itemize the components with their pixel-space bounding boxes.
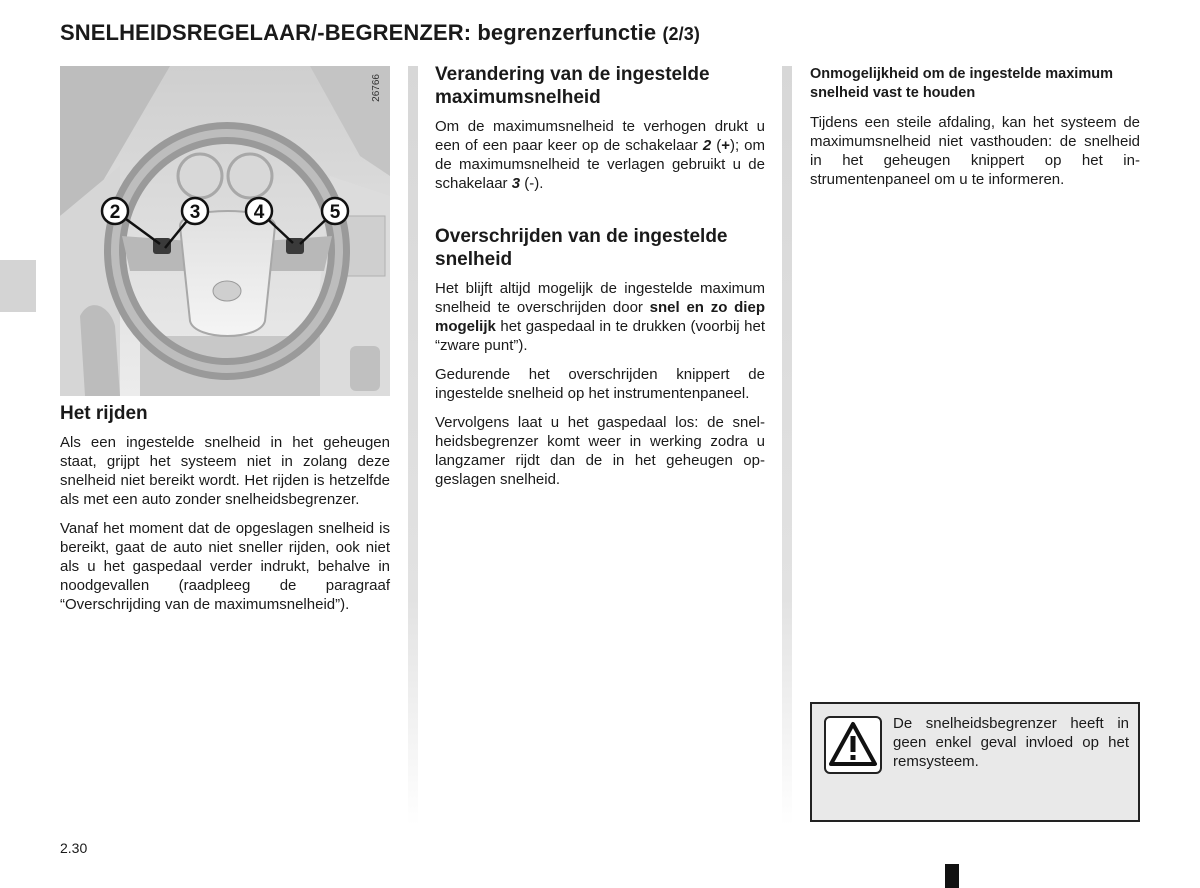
page-title: [60, 20, 700, 46]
column-2: [435, 63, 765, 499]
column-divider: [408, 66, 418, 826]
paragraph: Gedurende het overschrijden knippert de ingestelde snelheid op het instrumentenpaneel.: [435, 366, 765, 402]
warning-triangle-icon: [824, 716, 882, 774]
warning-box: [810, 702, 1140, 822]
callout-5: [322, 198, 348, 224]
page-edge-marker: [945, 864, 959, 888]
section-thumb-tab: [0, 260, 36, 312]
section-heading-change-max-speed: Verandering van de ingestelde maximumsnelheid: [435, 64, 710, 108]
section-heading-exceed-speed: Overschrijden van de ingestelde snelheid: [435, 226, 728, 270]
paragraph: Vervolgens laat u het gaspedaal los: de snelheidsbegrenzer komt weer in werking zodra u langzamer rijdt dan de in het geheugen opgeslagen snelheid.: [435, 414, 765, 488]
paragraph: Om de maximumsnelheid te verhogen drukt u een of een paar keer op de schakelaar 2 (+); om de maximumsnelheid te verlagen gebruikt u de schakelaar 3 (-).: [435, 118, 766, 192]
callout-4-label: 4: [253, 202, 265, 223]
section-heading-cannot-hold-speed: Onmogelijkheid om de ingestelde maximum snelheid vast te houden: [810, 66, 1113, 101]
callout-3-label: 3: [189, 202, 201, 223]
callout-3: [182, 198, 208, 224]
callout-2: [102, 198, 128, 224]
paragraph: Tijdens een steile afdaling, kan het systeem de maximumsnelheid niet vasthouden: de snelheid in het geheugen knippert op het instrumentenpaneel om u te informeren.: [810, 114, 1140, 188]
column-divider: [782, 66, 792, 826]
paragraph: Vanaf het moment dat de opgeslagen snelheid is bereikt, gaat de auto niet sneller rijden, ook niet als u het gaspedaal verder indrukt, behalve in noodgevallen (raadpleeg de paragraaf “Overschrijding van de maximumsnelheid”).: [60, 520, 390, 613]
steering-wheel-illustration: [60, 66, 390, 396]
paragraph: Als een ingestelde snelheid in het geheugen staat, grijpt het systeem niet in zolang deze snelheid niet bereikt wordt. Het rijden is hetzelfde als met een auto zonder snelheidsbegrenzer.: [60, 434, 390, 508]
callout-2-label: 2: [109, 202, 121, 223]
page-title-text: SNELHEIDSREGELAAR/-BEGRENZER: begrenzerfunctie: [60, 20, 657, 45]
callout-5-label: 5: [329, 202, 341, 223]
illustration-code: 26766: [371, 74, 382, 102]
column-1: [60, 402, 390, 624]
warning-text: De snelheidsbegrenzer heeft in geen enkel geval invloed op het remsysteem.: [893, 715, 1129, 770]
column-3: [810, 65, 1140, 199]
page-part-indicator: (2/3): [662, 24, 700, 44]
page-number: 2.30: [60, 840, 88, 856]
callout-4: [246, 198, 272, 224]
paragraph: Het blijft altijd mogelijk de ingestelde maximum snelheid te overschrijden door snel en zo diep mogelijk het gaspedaal in te drukken (voorbij het “zware punt”).: [435, 280, 765, 354]
steering-wheel-drawing: [60, 66, 390, 396]
section-heading-driving: Het rijden: [60, 403, 148, 424]
